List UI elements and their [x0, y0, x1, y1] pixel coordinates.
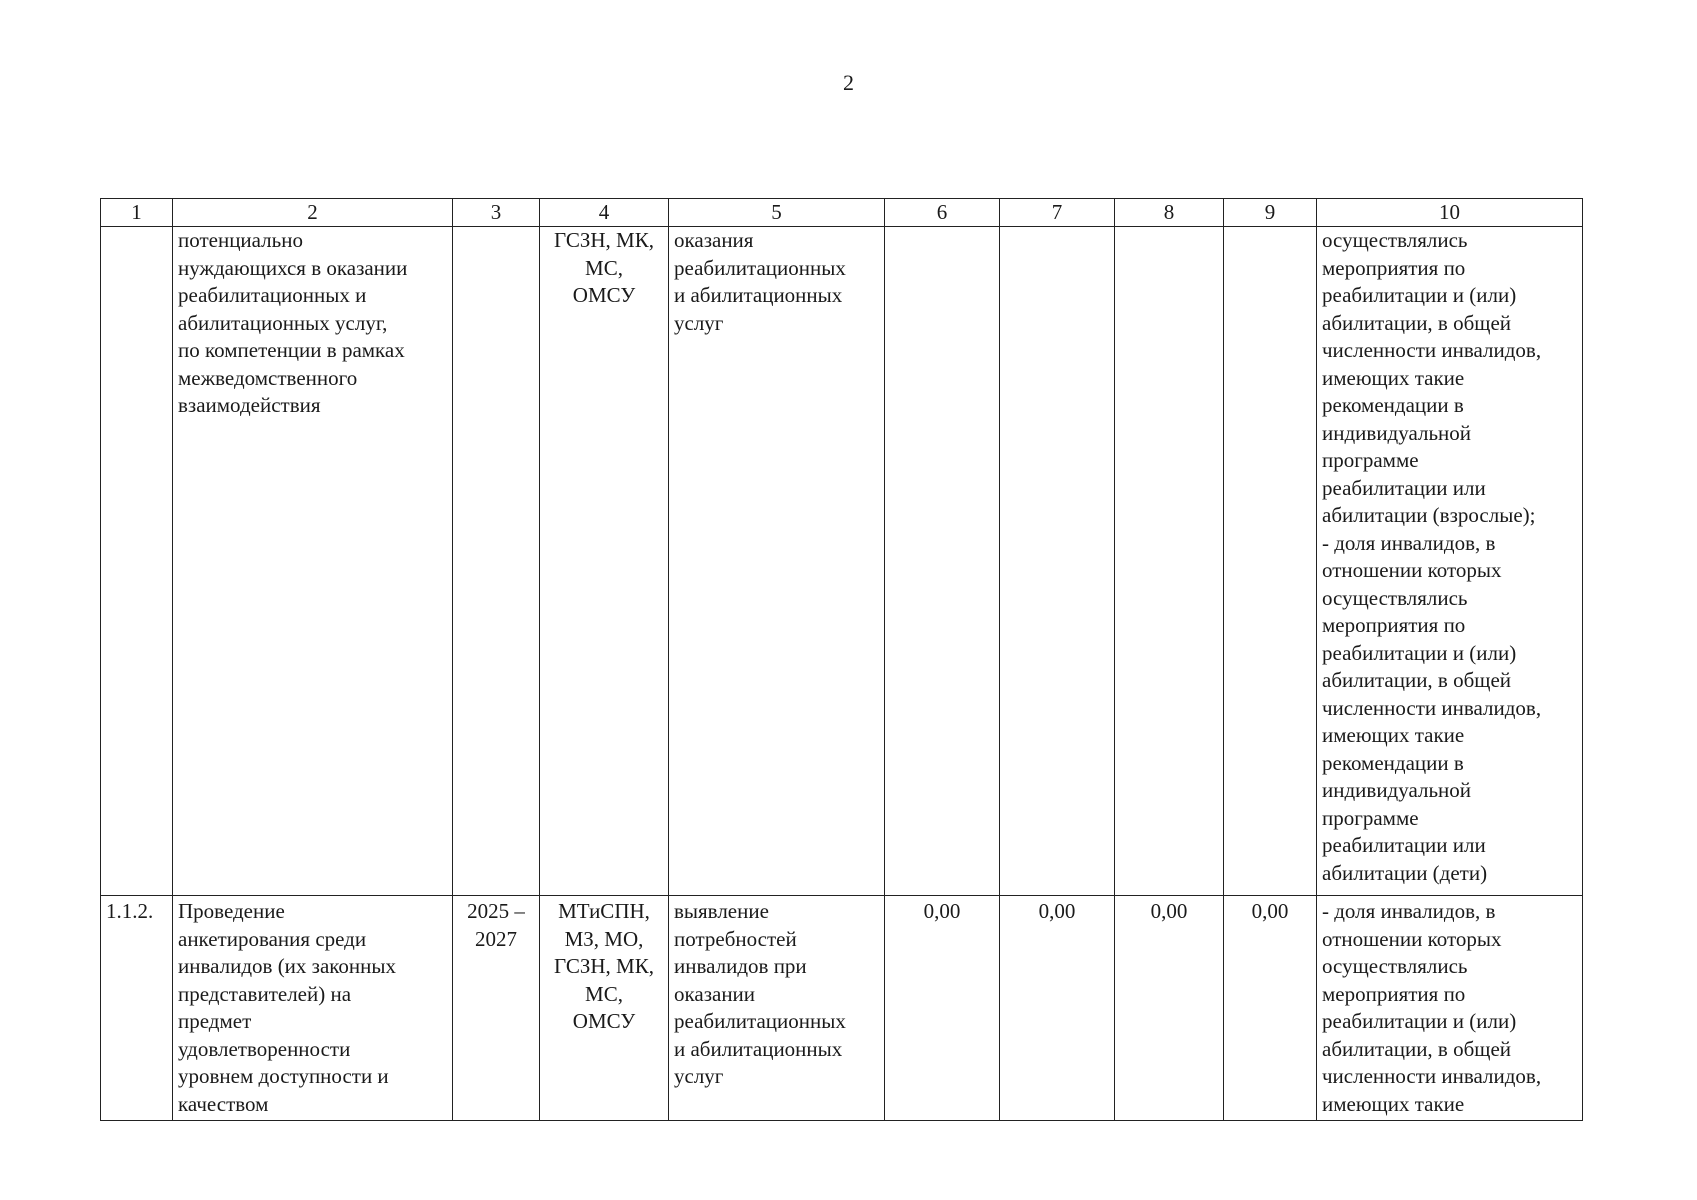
funding-value	[1224, 227, 1317, 896]
funding-value: 0,00	[1000, 896, 1115, 1121]
column-header: 7	[1000, 199, 1115, 227]
funding-value: 0,00	[885, 896, 1000, 1121]
period: 2025 – 2027	[453, 896, 540, 1121]
column-header: 10	[1317, 199, 1583, 227]
period	[453, 227, 540, 896]
expected-result: выявление потребностей инвалидов при оказании реабилитационных и абилитационных услуг	[669, 896, 885, 1121]
page-number: 2	[843, 70, 854, 95]
measure-name: Проведение анкетирования среди инвалидов (их законных представителей) на предмет удовлетворенности уровнем доступности и качеством	[173, 896, 453, 1121]
indicators: - доля инвалидов, в отношении которых осуществлялись мероприятия по реабилитации и (или) абилитации, в общей численности инвалидов, имеющих такие	[1317, 896, 1583, 1121]
measures-table	[100, 198, 1583, 1121]
row-number: 1.1.2.	[101, 896, 173, 1121]
column-header: 8	[1115, 199, 1224, 227]
funding-value: 0,00	[1224, 896, 1317, 1121]
column-header: 3	[453, 199, 540, 227]
table-row	[101, 896, 1583, 1121]
row-number	[101, 227, 173, 896]
measure-name: потенциально нуждающихся в оказании реабилитационных и абилитационных услуг, по компетенции в рамках межведомственного взаимодействия	[173, 227, 453, 896]
funding-value	[885, 227, 1000, 896]
column-header: 4	[540, 199, 669, 227]
funding-value	[1000, 227, 1115, 896]
executors: МТиСПН, МЗ, МО, ГСЗН, МК, МС, ОМСУ	[540, 896, 669, 1121]
indicators: осуществлялись мероприятия по реабилитации и (или) абилитации, в общей численности инвалидов, имеющих такие рекомендации в индивидуальной программе реабилитации или абилитации (взрослые); - доля инвалидов, в отношении которых осуществлялись мероприятия по реабилитации и (или) абилитации, в общей численности инвалидов, имеющих такие рекомендации в индивидуальной программе реабилитации или абилитации (дети)	[1317, 227, 1583, 896]
column-header: 1	[101, 199, 173, 227]
funding-value: 0,00	[1115, 896, 1224, 1121]
column-header: 6	[885, 199, 1000, 227]
column-number-row	[101, 199, 1583, 227]
column-header: 5	[669, 199, 885, 227]
expected-result: оказания реабилитационных и абилитационных услуг	[669, 227, 885, 896]
table-row	[101, 227, 1583, 896]
funding-value	[1115, 227, 1224, 896]
executors: ГСЗН, МК, МС, ОМСУ	[540, 227, 669, 896]
column-header: 9	[1224, 199, 1317, 227]
column-header: 2	[173, 199, 453, 227]
